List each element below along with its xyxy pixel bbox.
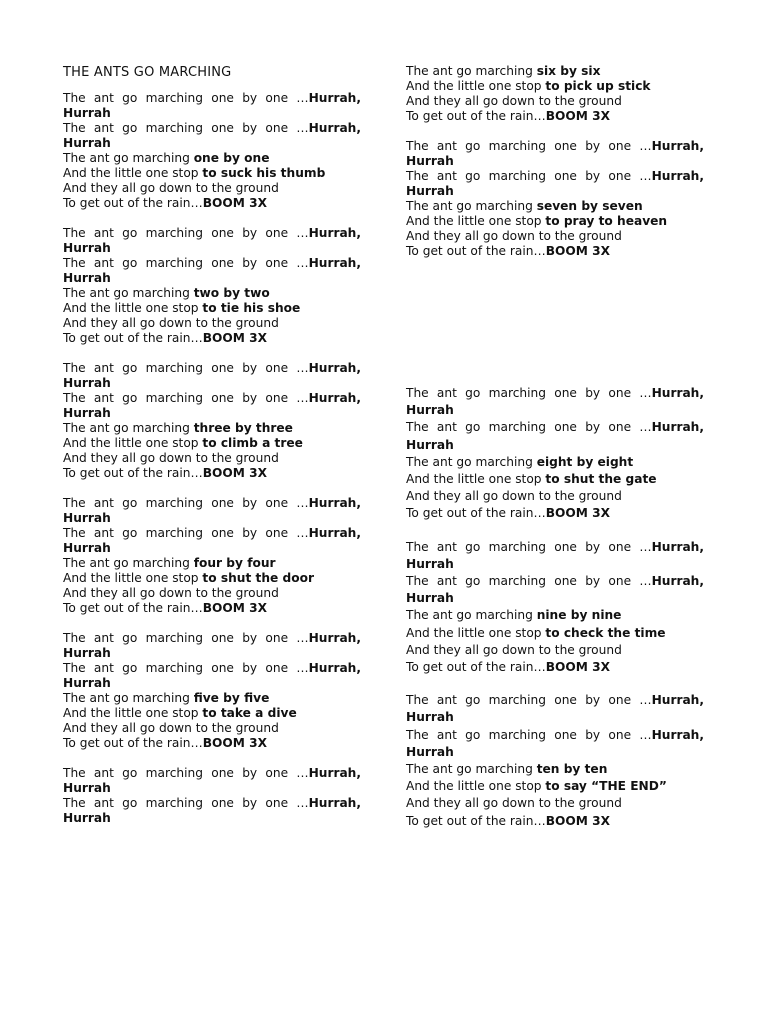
hurrah-tail-line (63, 136, 361, 151)
hurrah-prefix: The ant go marching one by one … (63, 226, 309, 240)
verse-3 (63, 361, 361, 481)
ground-line (406, 94, 704, 109)
hurrah-line (63, 91, 361, 106)
boom-text: BOOM 3X (202, 196, 267, 210)
boom-text: BOOM 3X (202, 331, 267, 345)
hurrah-line (63, 496, 361, 511)
hurrah-word: Hurrah, (308, 361, 361, 375)
hurrah-line (406, 139, 704, 154)
march-count: three by three (193, 421, 293, 435)
hurrah-line (63, 526, 361, 541)
hurrah-word: Hurrah, (651, 574, 704, 589)
hurrah-prefix: The ant go marching one by one … (63, 766, 309, 780)
verse-7 (406, 139, 704, 259)
hurrah-tail-line (406, 744, 704, 761)
rain-line (63, 601, 361, 616)
march-prefix: The ant go marching (63, 151, 194, 165)
boom-text: BOOM 3X (545, 109, 610, 123)
hurrah-tail-line (63, 241, 361, 256)
ground-text: And they all go down to the ground (63, 721, 279, 735)
march-line (406, 454, 704, 471)
hurrah-prefix: The ant go marching one by one … (63, 121, 309, 135)
hurrah-word: Hurrah, (308, 121, 361, 135)
hurrah-word: Hurrah, (651, 727, 704, 742)
rain-prefix: To get out of the rain… (63, 196, 203, 210)
hurrah-prefix: The ant go marching one by one … (406, 386, 652, 400)
ground-line (63, 586, 361, 601)
hurrah-tail: Hurrah (63, 676, 111, 690)
boom-text: BOOM 3X (202, 601, 267, 615)
chorus-block (63, 766, 361, 826)
hurrah-tail-line (406, 437, 704, 454)
stop-line (406, 778, 704, 795)
stop-line (63, 301, 361, 316)
march-prefix: The ant go marching (406, 64, 537, 78)
hurrah-prefix: The ant go marching one by one … (406, 169, 652, 183)
stop-line (63, 436, 361, 451)
hurrah-prefix: The ant go marching one by one … (63, 256, 309, 270)
column-gap (406, 274, 704, 385)
hurrah-word: Hurrah, (308, 226, 361, 240)
hurrah-line (63, 661, 361, 676)
march-prefix: The ant go marching (63, 286, 194, 300)
hurrah-tail-line (63, 781, 361, 796)
rain-line (406, 813, 704, 830)
hurrah-prefix: The ant go marching one by one … (63, 361, 309, 375)
verse-8 (406, 385, 704, 523)
hurrah-line (63, 796, 361, 811)
stop-line (406, 214, 704, 229)
rain-prefix: To get out of the rain… (63, 736, 203, 750)
ground-line (406, 642, 704, 659)
stop-action: to say “THE END” (545, 779, 667, 794)
ground-line (63, 451, 361, 466)
hurrah-word: Hurrah, (651, 169, 704, 183)
ground-line (406, 229, 704, 244)
rain-prefix: To get out of the rain… (63, 601, 203, 615)
stop-prefix: And the little one stop (406, 79, 546, 93)
hurrah-prefix: The ant go marching one by one … (63, 631, 309, 645)
hurrah-tail: Hurrah (63, 781, 111, 795)
march-line (406, 607, 704, 624)
stop-prefix: And the little one stop (406, 214, 546, 228)
stop-prefix: And the little one stop (406, 779, 546, 794)
stop-action: to pray to heaven (545, 214, 668, 228)
rain-line (406, 244, 704, 259)
hurrah-tail-line (406, 590, 704, 607)
hurrah-line (406, 539, 704, 556)
stop-line (406, 471, 704, 488)
song-title: THE ANTS GO MARCHING (63, 65, 232, 80)
stop-line (63, 166, 361, 181)
rain-prefix: To get out of the rain… (63, 466, 203, 480)
left-column (63, 64, 361, 841)
ground-text: And they all go down to the ground (406, 94, 622, 108)
march-line (63, 556, 361, 571)
hurrah-prefix: The ant go marching one by one … (406, 693, 652, 708)
ground-line (63, 316, 361, 331)
march-count: six by six (536, 64, 601, 78)
verse-2 (63, 226, 361, 346)
hurrah-tail: Hurrah (406, 556, 454, 571)
stop-action: to tie his shoe (202, 301, 301, 315)
stop-action: to climb a tree (202, 436, 303, 450)
stop-line (63, 706, 361, 721)
hurrah-line (406, 727, 704, 744)
hurrah-tail: Hurrah (63, 541, 111, 555)
rain-prefix: To get out of the rain… (406, 109, 546, 123)
stop-line (406, 625, 704, 642)
stop-action: to shut the gate (545, 472, 657, 487)
ground-line (63, 721, 361, 736)
hurrah-prefix: The ant go marching one by one … (406, 539, 652, 554)
boom-text: BOOM 3X (202, 466, 267, 480)
boom-text: BOOM 3X (545, 660, 610, 675)
hurrah-line (63, 121, 361, 136)
boom-text: BOOM 3X (202, 736, 267, 750)
ground-line (406, 488, 704, 505)
ground-line (406, 795, 704, 812)
stop-line (406, 79, 704, 94)
rain-prefix: To get out of the rain… (63, 331, 203, 345)
march-prefix: The ant go marching (406, 199, 537, 213)
hurrah-prefix: The ant go marching one by one … (406, 574, 652, 589)
march-count: four by four (193, 556, 276, 570)
hurrah-line (63, 226, 361, 241)
hurrah-word: Hurrah, (308, 91, 361, 105)
hurrah-tail: Hurrah (406, 744, 454, 759)
hurrah-tail: Hurrah (63, 106, 111, 120)
hurrah-tail: Hurrah (63, 406, 111, 420)
verse-5 (63, 631, 361, 751)
stop-prefix: And the little one stop (63, 301, 203, 315)
hurrah-word: Hurrah, (308, 631, 361, 645)
hurrah-line (63, 766, 361, 781)
rain-line (406, 109, 704, 124)
march-line (63, 691, 361, 706)
boom-text: BOOM 3X (545, 813, 610, 828)
hurrah-word: Hurrah, (651, 693, 704, 708)
march-count: nine by nine (536, 608, 622, 623)
hurrah-word: Hurrah, (651, 420, 704, 435)
rain-prefix: To get out of the rain… (406, 506, 546, 521)
hurrah-tail-line (63, 511, 361, 526)
verse-6 (406, 64, 704, 124)
march-count: ten by ten (536, 762, 608, 777)
hurrah-word: Hurrah, (651, 386, 704, 400)
boom-text: BOOM 3X (545, 506, 610, 521)
hurrah-tail: Hurrah (63, 241, 111, 255)
hurrah-tail-line (406, 154, 704, 169)
stop-prefix: And the little one stop (63, 166, 203, 180)
ground-text: And they all go down to the ground (406, 489, 622, 504)
hurrah-line (63, 361, 361, 376)
stop-prefix: And the little one stop (63, 436, 203, 450)
hurrah-prefix: The ant go marching one by one … (63, 661, 309, 675)
hurrah-tail-line (63, 676, 361, 691)
hurrah-tail: Hurrah (63, 376, 111, 390)
hurrah-tail: Hurrah (63, 271, 111, 285)
hurrah-word: Hurrah, (308, 526, 361, 540)
hurrah-prefix: The ant go marching one by one … (63, 796, 309, 810)
hurrah-tail-line (63, 541, 361, 556)
stop-action: to pick up stick (545, 79, 651, 93)
march-prefix: The ant go marching (406, 454, 537, 469)
hurrah-tail: Hurrah (406, 591, 454, 606)
ground-text: And they all go down to the ground (406, 796, 622, 811)
hurrah-tail-line (63, 811, 361, 826)
ground-line (63, 181, 361, 196)
hurrah-line (63, 391, 361, 406)
hurrah-tail: Hurrah (63, 646, 111, 660)
stop-line (63, 571, 361, 586)
stop-prefix: And the little one stop (406, 625, 546, 640)
ground-text: And they all go down to the ground (63, 451, 279, 465)
hurrah-tail: Hurrah (406, 184, 454, 198)
rain-line (63, 736, 361, 751)
rain-prefix: To get out of the rain… (406, 244, 546, 258)
boom-text: BOOM 3X (545, 244, 610, 258)
stop-prefix: And the little one stop (63, 571, 203, 585)
march-line (63, 286, 361, 301)
march-count: seven by seven (536, 199, 643, 213)
march-line (406, 761, 704, 778)
verse-9 (406, 539, 704, 677)
hurrah-word: Hurrah, (308, 766, 361, 780)
hurrah-prefix: The ant go marching one by one … (63, 496, 309, 510)
rain-line (406, 659, 704, 676)
stop-prefix: And the little one stop (406, 472, 546, 487)
ground-text: And they all go down to the ground (406, 229, 622, 243)
rain-prefix: To get out of the rain… (406, 660, 546, 675)
hurrah-word: Hurrah, (308, 391, 361, 405)
rain-line (63, 196, 361, 211)
hurrah-tail-line (406, 184, 704, 199)
stop-action: to shut the door (202, 571, 315, 585)
rain-prefix: To get out of the rain… (406, 813, 546, 828)
march-count: eight by eight (536, 454, 634, 469)
ground-text: And they all go down to the ground (63, 316, 279, 330)
march-count: two by two (193, 286, 270, 300)
verse-4 (63, 496, 361, 616)
hurrah-tail: Hurrah (406, 403, 454, 418)
hurrah-tail: Hurrah (63, 811, 111, 825)
hurrah-tail: Hurrah (406, 154, 454, 168)
rain-line (63, 331, 361, 346)
stop-action: to take a dive (202, 706, 297, 720)
ground-text: And they all go down to the ground (63, 586, 279, 600)
hurrah-word: Hurrah, (308, 496, 361, 510)
right-verses-top (406, 64, 704, 259)
hurrah-line (406, 419, 704, 436)
hurrah-line (63, 256, 361, 271)
right-column (406, 64, 704, 846)
hurrah-tail: Hurrah (63, 136, 111, 150)
march-line (406, 64, 704, 79)
stop-prefix: And the little one stop (63, 706, 203, 720)
ground-text: And they all go down to the ground (406, 642, 622, 657)
hurrah-word: Hurrah, (308, 796, 361, 810)
hurrah-tail-line (63, 406, 361, 421)
rain-line (63, 466, 361, 481)
hurrah-tail: Hurrah (406, 437, 454, 452)
march-prefix: The ant go marching (406, 608, 537, 623)
march-prefix: The ant go marching (63, 556, 194, 570)
hurrah-tail-line (63, 376, 361, 391)
hurrah-tail-line (406, 402, 704, 419)
march-prefix: The ant go marching (63, 691, 194, 705)
hurrah-line (406, 169, 704, 184)
hurrah-prefix: The ant go marching one by one … (406, 420, 652, 435)
march-line (63, 151, 361, 166)
ground-text: And they all go down to the ground (63, 181, 279, 195)
hurrah-line (406, 692, 704, 709)
hurrah-word: Hurrah, (651, 539, 704, 554)
hurrah-line (406, 573, 704, 590)
hurrah-prefix: The ant go marching one by one … (406, 727, 652, 742)
hurrah-word: Hurrah, (651, 139, 704, 153)
march-count: five by five (193, 691, 270, 705)
hurrah-prefix: The ant go marching one by one … (63, 91, 309, 105)
hurrah-prefix: The ant go marching one by one … (63, 526, 309, 540)
hurrah-tail-line (63, 646, 361, 661)
hurrah-line (63, 631, 361, 646)
hurrah-tail-line (406, 709, 704, 726)
rain-line (406, 505, 704, 522)
march-prefix: The ant go marching (406, 762, 537, 777)
stop-action: to check the time (545, 625, 666, 640)
hurrah-tail: Hurrah (406, 710, 454, 725)
verse-10 (406, 692, 704, 830)
hurrah-prefix: The ant go marching one by one … (63, 391, 309, 405)
hurrah-line (406, 385, 704, 402)
march-line (406, 199, 704, 214)
hurrah-tail: Hurrah (63, 511, 111, 525)
hurrah-prefix: The ant go marching one by one … (406, 139, 652, 153)
march-prefix: The ant go marching (63, 421, 194, 435)
march-count: one by one (193, 151, 270, 165)
left-verses (63, 91, 361, 826)
hurrah-word: Hurrah, (308, 661, 361, 675)
hurrah-word: Hurrah, (308, 256, 361, 270)
right-verses-bottom (406, 385, 704, 830)
march-line (63, 421, 361, 436)
hurrah-tail-line (406, 556, 704, 573)
hurrah-tail-line (63, 271, 361, 286)
stop-action: to suck his thumb (202, 166, 326, 180)
hurrah-tail-line (63, 106, 361, 121)
verse-1 (63, 91, 361, 211)
